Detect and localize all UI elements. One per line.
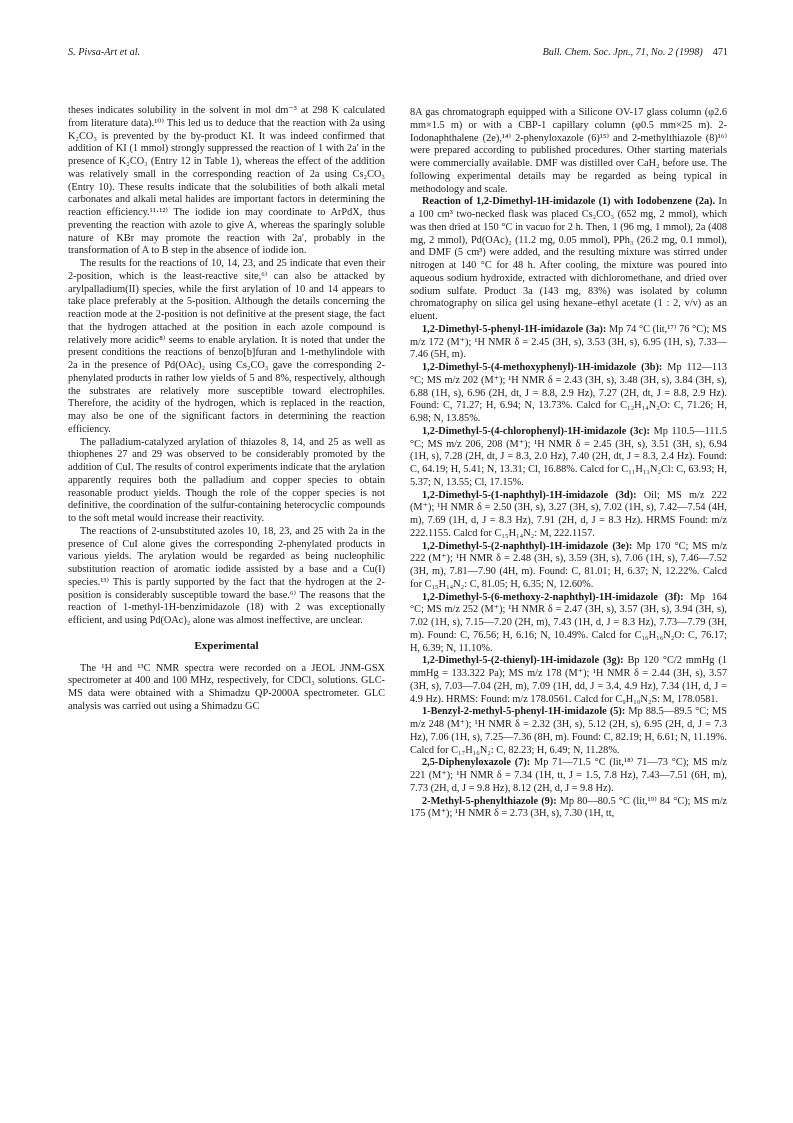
section-heading-experimental: Experimental bbox=[194, 639, 259, 652]
compound-entry bbox=[410, 796, 727, 822]
compound-entry bbox=[410, 362, 727, 426]
header-journal-citation: Bull. Chem. Soc. Jpn., 71, No. 2 (1998) bbox=[542, 47, 703, 58]
compound-data: Oil; MS m/z 222 (M⁺); ¹H NMR δ = 2.50 (3H, s), 3.27 (3H, s), 7.02 (1H, s), 7.42—7.54 (4H, m), 7.69 (1H, d, J = 8.3 Hz), 7.91 (2H, d, J = 8.3 Hz). HRMS Found: m/z 222.1155. Calcd for C₁₅H₁₄N₂: M, 222.1157. bbox=[410, 489, 728, 539]
paragraph: The palladium-catalyzed arylation of thiazoles 8, 14, and 25 as well as thiophenes 27 and 29 was observed to be considerably promoted by the addition of CuI. The results of control experiments indicate that the arylation apparently requires both the palladium and copper species to obtain reasonable product yields. Though the role of the copper species is not definitive, the coordination of the sulfur-containing heterocyclic compounds to the soft metal would increase their reactivity. bbox=[68, 436, 385, 524]
compound-entry bbox=[410, 592, 727, 656]
compound-heading: 1,2-Dimethyl-5-phenyl-1H-imidazole (3a): bbox=[422, 323, 607, 335]
compound-entry bbox=[410, 426, 727, 490]
right-column bbox=[410, 107, 727, 821]
compound-heading: 1,2-Dimethyl-5-(2-naphthyl)-1H-imidazole (3e): bbox=[422, 540, 633, 552]
left-column bbox=[68, 105, 385, 714]
compound-heading: 1,2-Dimethyl-5-(6-methoxy-2-naphthyl)-1H-imidazole (3f): bbox=[422, 591, 684, 603]
procedure-heading: Reaction of 1,2-Dimethyl-1H-imidazole (1) with Iodobenzene (2a). bbox=[422, 196, 716, 208]
running-header bbox=[68, 47, 728, 61]
page-number: 471 bbox=[712, 47, 728, 58]
compound-heading: 1,2-Dimethyl-5-(4-methoxyphenyl)-1H-imidazole (3b): bbox=[422, 362, 663, 373]
compound-data: Mp 80—80.5 °C (lit,¹⁹⁾ 84 °C); MS m/z 175 (M⁺); ¹H NMR δ = 2.73 (3H, s), 7.30 (1H, tt, bbox=[410, 795, 728, 820]
compound-entry bbox=[410, 541, 727, 592]
compound-heading: 2,5-Diphenyloxazole (7): bbox=[422, 757, 531, 769]
compound-heading: 1,2-Dimethyl-5-(2-thienyl)-1H-imidazole (3g): bbox=[422, 655, 624, 667]
compound-heading: 1,2-Dimethyl-5-(4-chlorophenyl)-1H-imidazole (3c): bbox=[422, 425, 650, 437]
compound-heading: 1-Benzyl-2-methyl-5-phenyl-1H-imidazole (5): bbox=[422, 706, 626, 718]
compound-data: Bp 120 °C/2 mmHg (1 mmHg = 133.322 Pa); MS m/z 178 (M⁺); ¹H NMR δ = 2.44 (3H, s), 3.57 (3H, s), 7.03—7.04 (2H, m), 7.09 (1H, dd, J = 3.4, 4.9 Hz), 7.34 (1H, d, J = 4.9 Hz). HRMS: Found: m/z 178.0561. Calcd for C₉H₁₀N₂S: M, 178.0581. bbox=[410, 655, 727, 705]
header-authors: S. Pivsa-Art et al. bbox=[68, 47, 141, 58]
compound-data: Mp 74 °C (lit,¹⁷⁾ 76 °C); MS m/z 172 (M⁺); ¹H NMR δ = 2.45 (3H, s), 3.53 (3H, s), 6.95 (1H, s), 7.33—7.46 (5H, m). bbox=[410, 323, 727, 361]
compound-heading: 2-Methyl-5-phenylthiazole (9): bbox=[422, 795, 557, 807]
compound-data: Mp 112—113 °C; MS m/z 202 (M⁺); ¹H NMR δ = 2.43 (3H, s), 3.48 (3H, s), 3.84 (3H, s), 6.88 (1H, s), 6.96 (2H, dt, J = 8.8, 2.9 Hz), 7.27 (2H, dt, J = 8.8, 2.9 Hz). Found: C, 71.27; H, 6.94; N, 13.73%. Calcd for C₁₂H₁₄N₂O: C, 71.26; H, 6.98; N, 13.85%. bbox=[410, 362, 727, 424]
compound-entry bbox=[410, 324, 727, 362]
paragraph: The ¹H and ¹³C NMR spectra were recorded on a JEOL JNM-GSX spectrometer at 400 and 100 MHz, respectively, for CDCl₃ solutions. GLC-MS data were obtained with a Shimadzu QP-2000A spectrometer. GLC analysis was carried out using a Shimadzu GC bbox=[68, 662, 385, 712]
compound-data: Mp 164 °C; MS m/z 252 (M⁺); ¹H NMR δ = 2.47 (3H, s), 3.57 (3H, s), 3.94 (3H, s), 7.02 (1H, s), 7.15—7.20 (2H, m), 7.43 (1H, d, J = 8.3 Hz), 7.73—7.79 (3H, m). Found: C, 76.56; H, 6.16; N, 10.49%. Calcd for C₁₆H₁₆N₂O: C, 76.17; H, 6.39; N, 11.10%. bbox=[410, 591, 727, 654]
compound-entry bbox=[410, 706, 727, 757]
compound-data: Mp 71—71.5 °C (lit,¹⁸⁾ 71—73 °C); MS m/z 221 (M⁺); ¹H NMR δ = 7.34 (1H, tt, J = 1.5, 7.8 Hz), 7.43—7.51 (6H, m), 7.73 (2H, d, J = 9.8 Hz), 8.12 (2H, d, J = 9.8 Hz). bbox=[410, 757, 727, 794]
paragraph: theses indicates solubility in the solvent in mol dm⁻³ at 298 K calculated from literature data).¹⁰⁾ This led us to deduce that the reaction with 2a using K₂CO₃ is prevented by the by-product KI. It was indeed confirmed that addition of KI (1 mmol) strongly suppressed the reaction of 1 with 2a′ in the presence of K₂CO₃ (Entry 12 in Table 1), whereas the effect of the addition was relatively small in the corresponding reaction of 2a using Cs₂CO₃ (Entry 10). These results indicate that the solubilities of both alkali metal carbonates and alkali metal halides are important factors in determining the reaction efficiency.¹¹·¹²⁾ The iodide ion may coordinate to ArPdX, thus preventing the reaction with azole to give A, whereas the sparingly soluble nature of KBr may promote the reaction with 2a′, probably in the transformation of A to B step in the absence of iodide ion. bbox=[68, 105, 385, 257]
compound-entry bbox=[410, 757, 727, 795]
paragraph: 8A gas chromatograph equipped with a Silicone OV-17 glass column (φ2.6 mm×1.5 m) or with a CBP-1 capillary column (φ0.5 mm×25 m). 2-Iodonaphthalene (2e),¹⁴⁾ 2-phenyloxazole (6)¹⁵⁾ and 2-methylthiazole (8)¹⁶⁾ were prepared according to published procedures. Other starting materials were commercially available. DMF was distilled over CaH₂ before use. The following experimental details may be regarded as being typical in methodology and scale. bbox=[410, 107, 727, 195]
compound-entry bbox=[410, 490, 727, 541]
paragraph: The results for the reactions of 10, 14, 23, and 25 indicate that even their 2-position, which is the least-reactive site,⁶⁾ can also be attacked by arylpalladium(II) species, while the first arylation of 10 and 14 appears to take place preferably at the 5-position. Although the details concerning the reaction mode at the 2-position is not definitive at the present stage, the fact that the hydrogen attached at the position in each azole compound is relatively more acidic⁸⁾ seems to enable arylation. It is noted that under the present conditions the reactions of benzo[b]furan and 1-methylindole with 2a in the presence of Pd(OAc)₂ using Cs₂CO₃ gave the corresponding 2-phenylated products in rather low yields of 5 and 8%, respectively, although the substrates are relatively more susceptible toward electrophiles. Therefore, the acidity of the hydrogen, which is replaced in the reaction, may also be one of the significant factors in determining the reaction efficiency. bbox=[68, 258, 385, 435]
header-journal bbox=[543, 47, 728, 58]
compound-data: Mp 110.5—111.5 °C; MS m/z 206, 208 (M⁺); ¹H NMR δ = 2.45 (3H, s), 3.51 (3H, s), 6.94 (1H, s), 7.28 (2H, dt, J = 8.3, 2.0 Hz), 7.40 (2H, dt, J = 8.3, 2.4 Hz). Found: C, 64.19; H, 5.41; N, 13.31; Cl, 16.88%. Calcd for C₁₁H₁₁N₂Cl: C, 63.93; H, 5.37; N, 13.55; Cl, 17.15%. bbox=[410, 425, 727, 488]
compound-entry bbox=[410, 655, 727, 706]
procedure-paragraph bbox=[410, 196, 727, 324]
compound-heading: 1,2-Dimethyl-5-(1-naphthyl)-1H-imidazole (3d): bbox=[422, 489, 637, 501]
compound-data: Mp 170 °C; MS m/z 222 (M⁺); ¹H NMR δ = 2.48 (3H, s), 3.59 (3H, s), 7.06 (1H, s), 7.46—7.52 (3H, m), 7.81—7.90 (4H, m). Found: C, 81.01; H, 6.37; N, 12.22%. Calcd for C₁₅H₁₄N₂: C, 81.05; H, 6.35; N, 12.60%. bbox=[410, 540, 727, 590]
procedure-text: In a 100 cm³ two-necked flask was placed Cs₂CO₃ (652 mg, 2 mmol), which was then dried at 150 °C in vacuo for 2 h. Then, 1 (96 mg, 1 mmol), 2a (408 mg, 2 mmol), Pd(OAc)₂ (11.2 mg, 0.05 mmol), PPh₃ (26.2 mg, 0.1 mmol), and DMF (5 cm³) were added, and the resulting mixture was stirred under nitrogen at 140 °C for 48 h. After cooling, the mixture was poured into aqueous sodium hydroxide, extracted with dichloromethane, and dried over sodium sulfate. Product 3a (143 mg, 83%) was isolated by column chromatography on silica gel using hexane–ethyl acetate (1 : 2, v/v) as an eluent. bbox=[410, 196, 728, 322]
paragraph: The reactions of 2-unsubstituted azoles 10, 18, 23, and 25 with 2a in the presence of CuI alone gives the corresponding 2-phenylated products in various yields. The arylation would be regarded as being nucleophilic substitution reaction of aromatic iodide assisted by a base and a Cu(I) species.¹³⁾ This is partly supported by the fact that the hydrogen at the 2-position is considerably susceptible toward the base.⁶⁾ The reasons that the reaction of 1-methyl-1H-benzimidazole (18) with 2 was exceptionally efficient, and using Pd(OAc)₂ alone was almost ineffective, are unclear. bbox=[68, 525, 385, 626]
compound-data: Mp 88.5—89.5 °C; MS m/z 248 (M⁺); ¹H NMR δ = 2.32 (3H, s), 5.12 (2H, s), 6.95 (2H, d, J = 7.3 Hz), 7.06 (1H, s), 7.25—7.36 (8H, m). Found: C, 82.19; H, 6.61; N, 11.19%. Calcd for C₁₇H₁₆N₂: C, 82.23; H, 6.49; N, 11.28%. bbox=[410, 706, 727, 756]
